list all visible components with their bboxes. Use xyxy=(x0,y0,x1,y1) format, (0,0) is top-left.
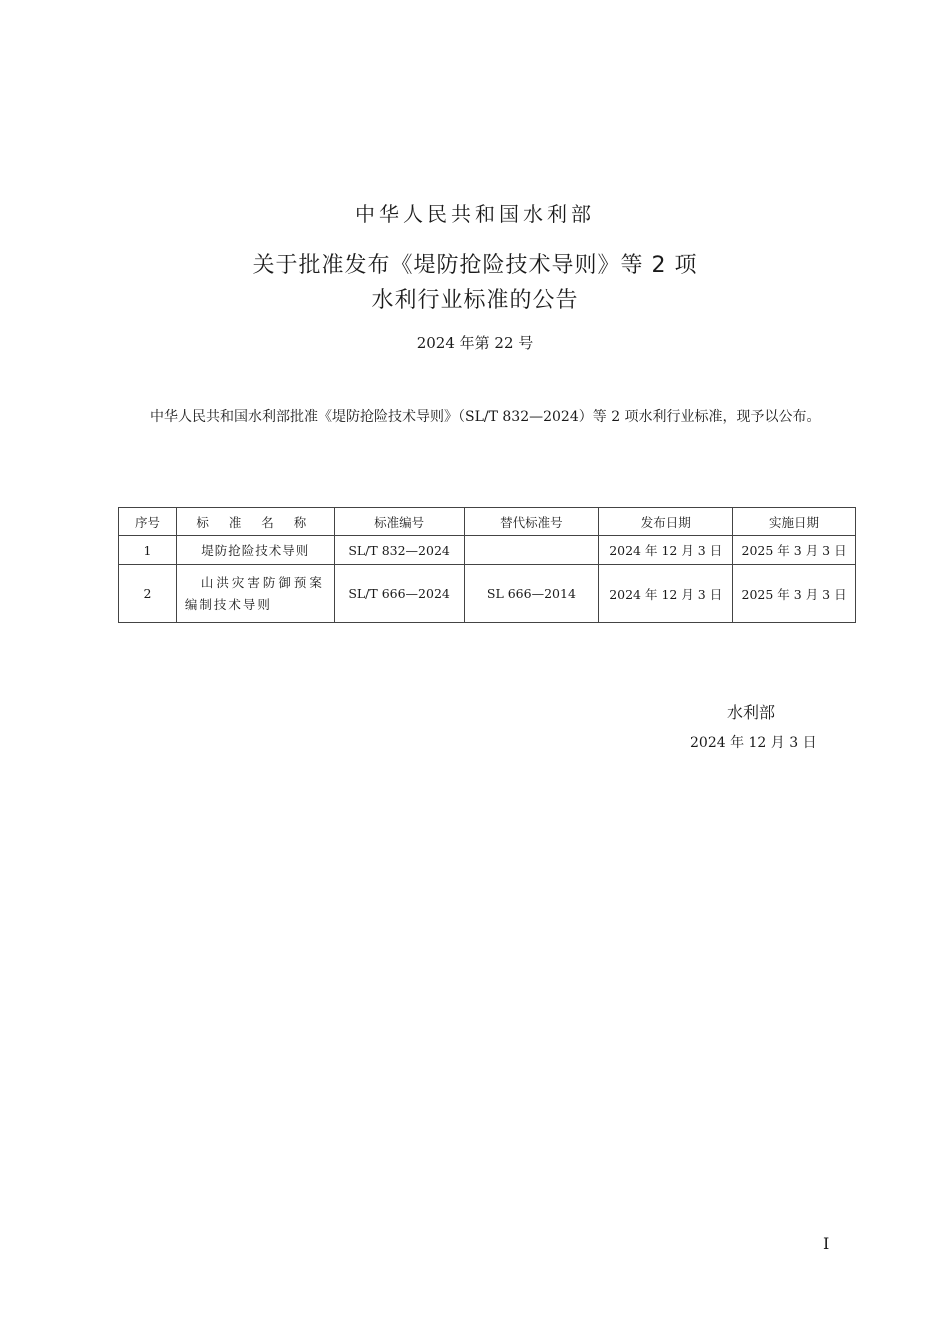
announcement-title-line2: 水利行业标准的公告 xyxy=(371,288,579,313)
announcement-paragraph: 中华人民共和国水利部批准《堤防抢险技术导则》（SL/T 832—2024）等 2 项水利行业标准，现予以公布。 xyxy=(150,409,821,425)
issuer-name: 中华人民共和国水利部 xyxy=(355,202,595,226)
header-code: 标准编号 xyxy=(334,508,464,536)
signature-date: 2024 年 12 月 3 日 xyxy=(690,735,817,751)
document-number: 2024 年第 22 号 xyxy=(416,334,534,352)
header-effective: 实施日期 xyxy=(733,508,856,536)
cell-code: SL/T 666—2024 xyxy=(334,565,464,623)
header-name: 标 准 名 称 xyxy=(176,508,334,536)
standards-table xyxy=(118,507,856,623)
cell-effective: 2025 年 3 月 3 日 xyxy=(733,536,856,565)
header-replaces: 替代标准号 xyxy=(464,508,599,536)
table-row xyxy=(119,565,856,623)
cell-replaces: SL 666—2014 xyxy=(464,565,599,623)
cell-replaces xyxy=(464,536,599,565)
cell-no: 2 xyxy=(119,565,177,623)
cell-published: 2024 年 12 月 3 日 xyxy=(599,565,733,623)
cell-published: 2024 年 12 月 3 日 xyxy=(599,536,733,565)
page-number: I xyxy=(823,1234,830,1253)
header-published: 发布日期 xyxy=(599,508,733,536)
cell-code: SL/T 832—2024 xyxy=(334,536,464,565)
cell-name xyxy=(176,565,334,623)
cell-name-line1: 山洪灾害防御预案 xyxy=(200,574,325,590)
signature-org: 水利部 xyxy=(727,703,776,722)
table-row xyxy=(119,536,856,565)
table-header-row xyxy=(119,508,856,536)
announcement-title-line1: 关于批准发布《堤防抢险技术导则》等 2 项 xyxy=(252,253,698,278)
cell-no: 1 xyxy=(119,536,177,565)
cell-effective: 2025 年 3 月 3 日 xyxy=(733,565,856,623)
header-no: 序号 xyxy=(119,508,177,536)
cell-name: 堤防抢险技术导则 xyxy=(176,536,334,565)
cell-name-line2: 编制技术导则 xyxy=(184,596,272,612)
